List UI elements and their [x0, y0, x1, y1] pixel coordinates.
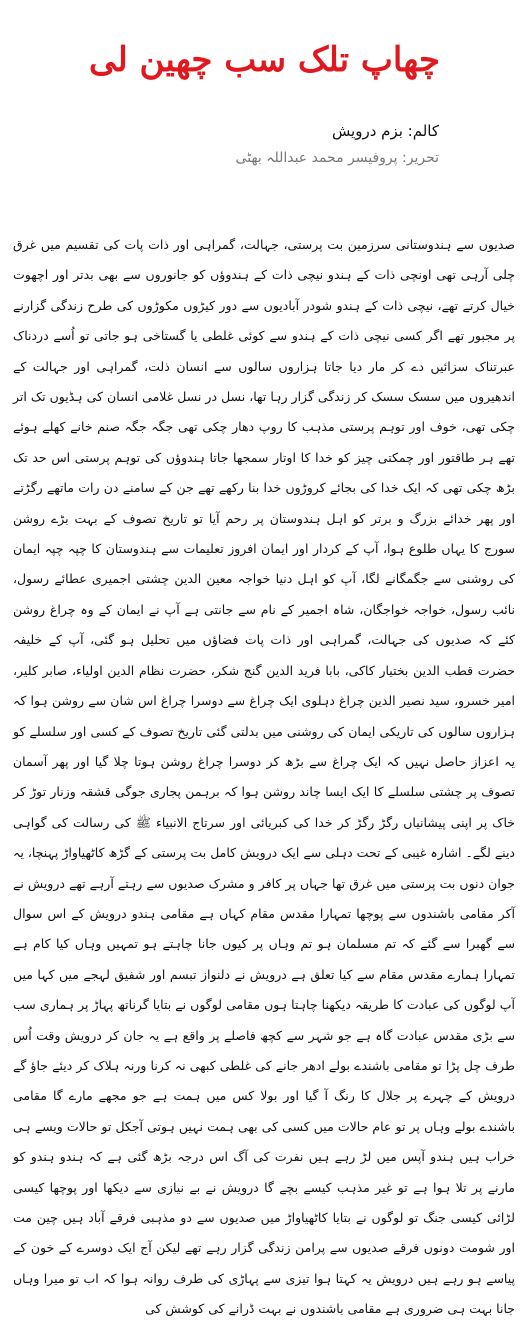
article-body: [13, 230, 515, 1325]
article-paragraph: صدیوں سے ہندوستانی سرزمین بت پرستی، جہالت، گمراہی اور ذات پات کی تقسیم میں غرق چلی آرہی تھی اونچی ذات کے ہندو نیچی ذات کے ہندوؤں کو جانوروں سے بھی بدتر اور اچھوت خیال کرتے تھے، نیچی ذات کے ہندو شودر آبادیوں سے دور کیڑوں مکوڑوں کی طرح زندگی گزارنے پر مجبور تھے اگر کسی نیچی ذات کے ہندو سے کوئی غلطی یا گستاخی ہو جاتی تو اُسے دردناک عبرتناک سزائیں دے کر مار دیا جاتا ہزاروں سالوں سے انسان ذلت، گمراہی اور جہالت کے اندھیروں میں سسک سسک کر زندگی گزار رہا تھا، نسل در نسل غلامی انسان کی ہڈیوں تک اتر چکی تھی، خوف اور توہم پرستی مذہب کا روپ دھار چکی تھی جگہ جگہ صنم خانے کھلے ہوئے تھے ہر طاقتور اور چمکتی چیز کو خدا کا اوتار سمجھا جاتا ہندوؤں کی توہم پرستی اس حد تک بڑھ چکی تھی کہ ایک خدا کی بجائے کروڑوں خدا بنا رکھے تھے جن کے سامنے دن رات ماتھے رگڑتے اور پھر خدائے بزرگ و برتر کو اہل ہندوستان پر رحم آیا تو تاریخ تصوف کے بہت بڑے روشن سورج کا یہاں طلوع ہوا، آپ کے کردار اور ایمان افروز تعلیمات سے ہندوستان کا چپہ چپہ ایمان کی روشنی سے جگمگانے لگا، آپ کو اہل دنیا خواجہ معین الدین چشتی اجمیری عطائے رسول، نائب رسول، خواجہ خواجگان، شاہ اجمیر کے نام سے جانتی ہے آپ نے ایمان کے وہ چراغ روشن کئے کہ صدیوں کی جہالت، گمراہی اور ذات پات فضاؤں میں تحلیل ہو گئی، آپ کے خلیفہ حضرت قطب الدین بختیار کاکی، بابا فرید الدین گنج شکر، حضرت نظام الدین اولیاء، صابر کلیر، امیر خسرو، سید نصیر الدین چراغ دہلوی ایک چراغ سے دوسرا چراغ اس شان سے روشن ہوا کہ ہزاروں سالوں کی تاریکی ایمان کی روشنی میں بدلتی گئی تاریخ تصوف کے کسی اور سلسلے کو یہ اعزاز حاصل نہیں کہ ایک چراغ سے بڑھ کر دوسرا چراغ روشن ہوتا چلا گیا اور پھر آسمان تصوف پر چشتی سلسلے کا ایک ایسا چاند روشن ہوا کہ برہمن پجاری جوگی قشقہ وزنار توڑ کر خاک پر اپنی پیشانیاں رگڑ رگڑ کر خدا کی کبریائی اور سرتاج الانبیاء ﷺ کی رسالت کی گواہی دینے لگے۔ اشارہ غیبی کے تحت دہلی سے ایک درویش کامل بت پرستی کے گڑھ کاٹھیاواڑ پہنچا، یہ جوان دنوں بت پرستی میں غرق تھا جہاں پر کافر و مشرک صدیوں سے رہتے آرہے تھے درویش نے آکر مقامی باشندوں سے پوچھا تمہارا مقدس مقام کہاں ہے مقامی ہندو درویش کے اس سوال سے گھبرا سے گئے کہ تم مسلمان ہو تم وہاں پر کیوں جانا چاہتے ہو تمہیں وہاں کیا کام ہے تمہارا ہمارے مقدس مقام سے کیا تعلق ہے درویش نے دلنواز تبسم اور شفیق لہجے میں کہا میں آپ لوگوں کی عبادت کا طریقہ دیکھنا چاہتا ہوں مقامی لوگوں نے بتایا گرناتھ پہاڑ پر ہماری سب سے بڑی مقدس عبادت گاہ ہے جو شہر سے کچھ فاصلے پر واقع ہے یہ جان کر درویش وقت اُس طرف چل پڑا تو مقامی باشندے بولے ادھر جانے کی غلطی کبھی نہ کرنا ورنہ ہلاک کر دیئے جاؤ گے درویش کے چہرے پر جلال کا رنگ آ گیا اور بولا کس میں ہمت ہے جو مجھے مارے گا مقامی باشندے بولے وہاں پر تو عام حالات میں کسی کی بھی ہمت نہیں ہوتی آجکل تو حالات ویسے ہی خراب ہیں ہندو آپس میں لڑ رہے ہیں نفرت کی آگ اس درجہ بڑھ گئی ہے کہ ہندو ہندو کو مارنے پر تلا ہوا ہے تو غیر مذہب کیسے بچے گا درویش نے بے نیازی سے دیکھا اور پوچھا کیسی لڑائی کیسی جنگ تو لوگوں نے بتایا کاٹھیاواڑ میں صدیوں سے دو مذہبی فرقے آباد ہیں چین مت اور شومت دونوں فرقے صدیوں سے پرامن زندگی گزار رہے تھے لیکن آج ایک دوسرے کے خون کے پیاسے ہو رہے ہیں درویش یہ کہتا ہوا تیزی سے پہاڑی کی طرف روانہ ہوا کہ اب تو میرا وہاں جانا بہت ہی ضروری ہے مقامی باشندوں نے بہت ڈرانے کی کوشش کی: [13, 237, 515, 1317]
column-name: کالم: بزم درویش: [331, 122, 439, 140]
author-byline: تحریر: پروفیسر محمد عبداللہ بھٹی: [235, 150, 439, 166]
article-title: چھاپ تلک سب چھین لی: [89, 40, 440, 80]
